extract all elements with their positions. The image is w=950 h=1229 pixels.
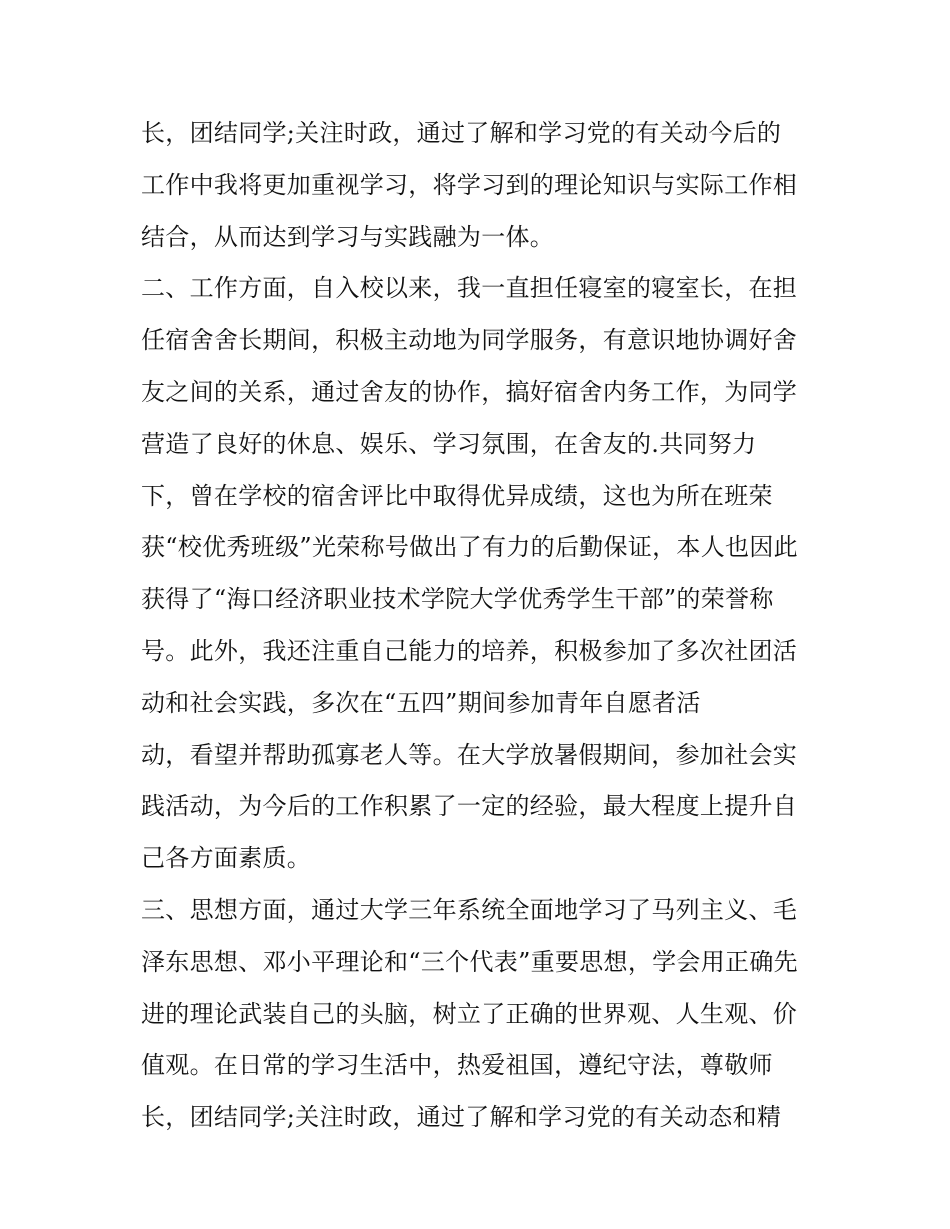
text-line: 动和社会实践，多次在“五四”期间参加青年自愿者活 xyxy=(141,688,701,717)
text-line: 长，团结同学;关注时政，通过了解和学习党的有关动今后的 xyxy=(141,119,782,147)
text-line: 营造了良好的休息、娱乐、学习氛围，在舍友的.共同努力 xyxy=(141,429,757,458)
text-line: 进的理论武装自己的头脑，树立了正确的世界观、人生观、价 xyxy=(141,999,798,1028)
text-line: 结合，从而达到学习与实践融为一体。 xyxy=(141,222,555,251)
text-line: 三、思想方面，通过大学三年系统全面地学习了马列主义、毛 xyxy=(141,895,798,924)
text-line: 动，看望并帮助孤寡老人等。在大学放暑假期间，参加社会实 xyxy=(141,740,798,769)
text-line: 践活动，为今后的工作积累了一定的经验，最大程度上提升自 xyxy=(141,792,798,821)
text-line: 己各方面素质。 xyxy=(141,844,312,873)
text-line: 号。此外，我还注重自己能力的培养，积极参加了多次社团活 xyxy=(141,636,798,665)
text-line: 任宿舍舍长期间，积极主动地为同学服务，有意识地协调好舍 xyxy=(141,326,798,355)
text-line: 二、工作方面，自入校以来，我一直担任寝室的寝室长，在担 xyxy=(141,274,798,303)
text-line: 下，曾在学校的宿舍评比中取得优异成绩，这也为所在班荣 xyxy=(141,481,773,510)
text-line: 长，团结同学;关注时政，通过了解和学习党的有关动态和精 xyxy=(141,1103,782,1132)
text-line: 获得了“海口经济职业技术学院大学优秀学生干部”的荣誉称 xyxy=(141,585,774,614)
text-line: 工作中我将更加重视学习，将学习到的理论知识与实际工作相 xyxy=(141,170,798,199)
text-line: 获“校优秀班级”光荣称号做出了有力的后勤保证，本人也因此 xyxy=(141,533,798,562)
text-line: 友之间的关系，通过舍友的协作，搞好宿舍内务工作，为同学 xyxy=(141,377,798,406)
text-line: 值观。在日常的学习生活中，热爱祖国，遵纪守法，尊敬师 xyxy=(141,1051,773,1080)
body-text xyxy=(141,108,831,1144)
text-line: 泽东思想、邓小平理论和“三个代表”重要思想，学会用正确先 xyxy=(141,947,798,976)
